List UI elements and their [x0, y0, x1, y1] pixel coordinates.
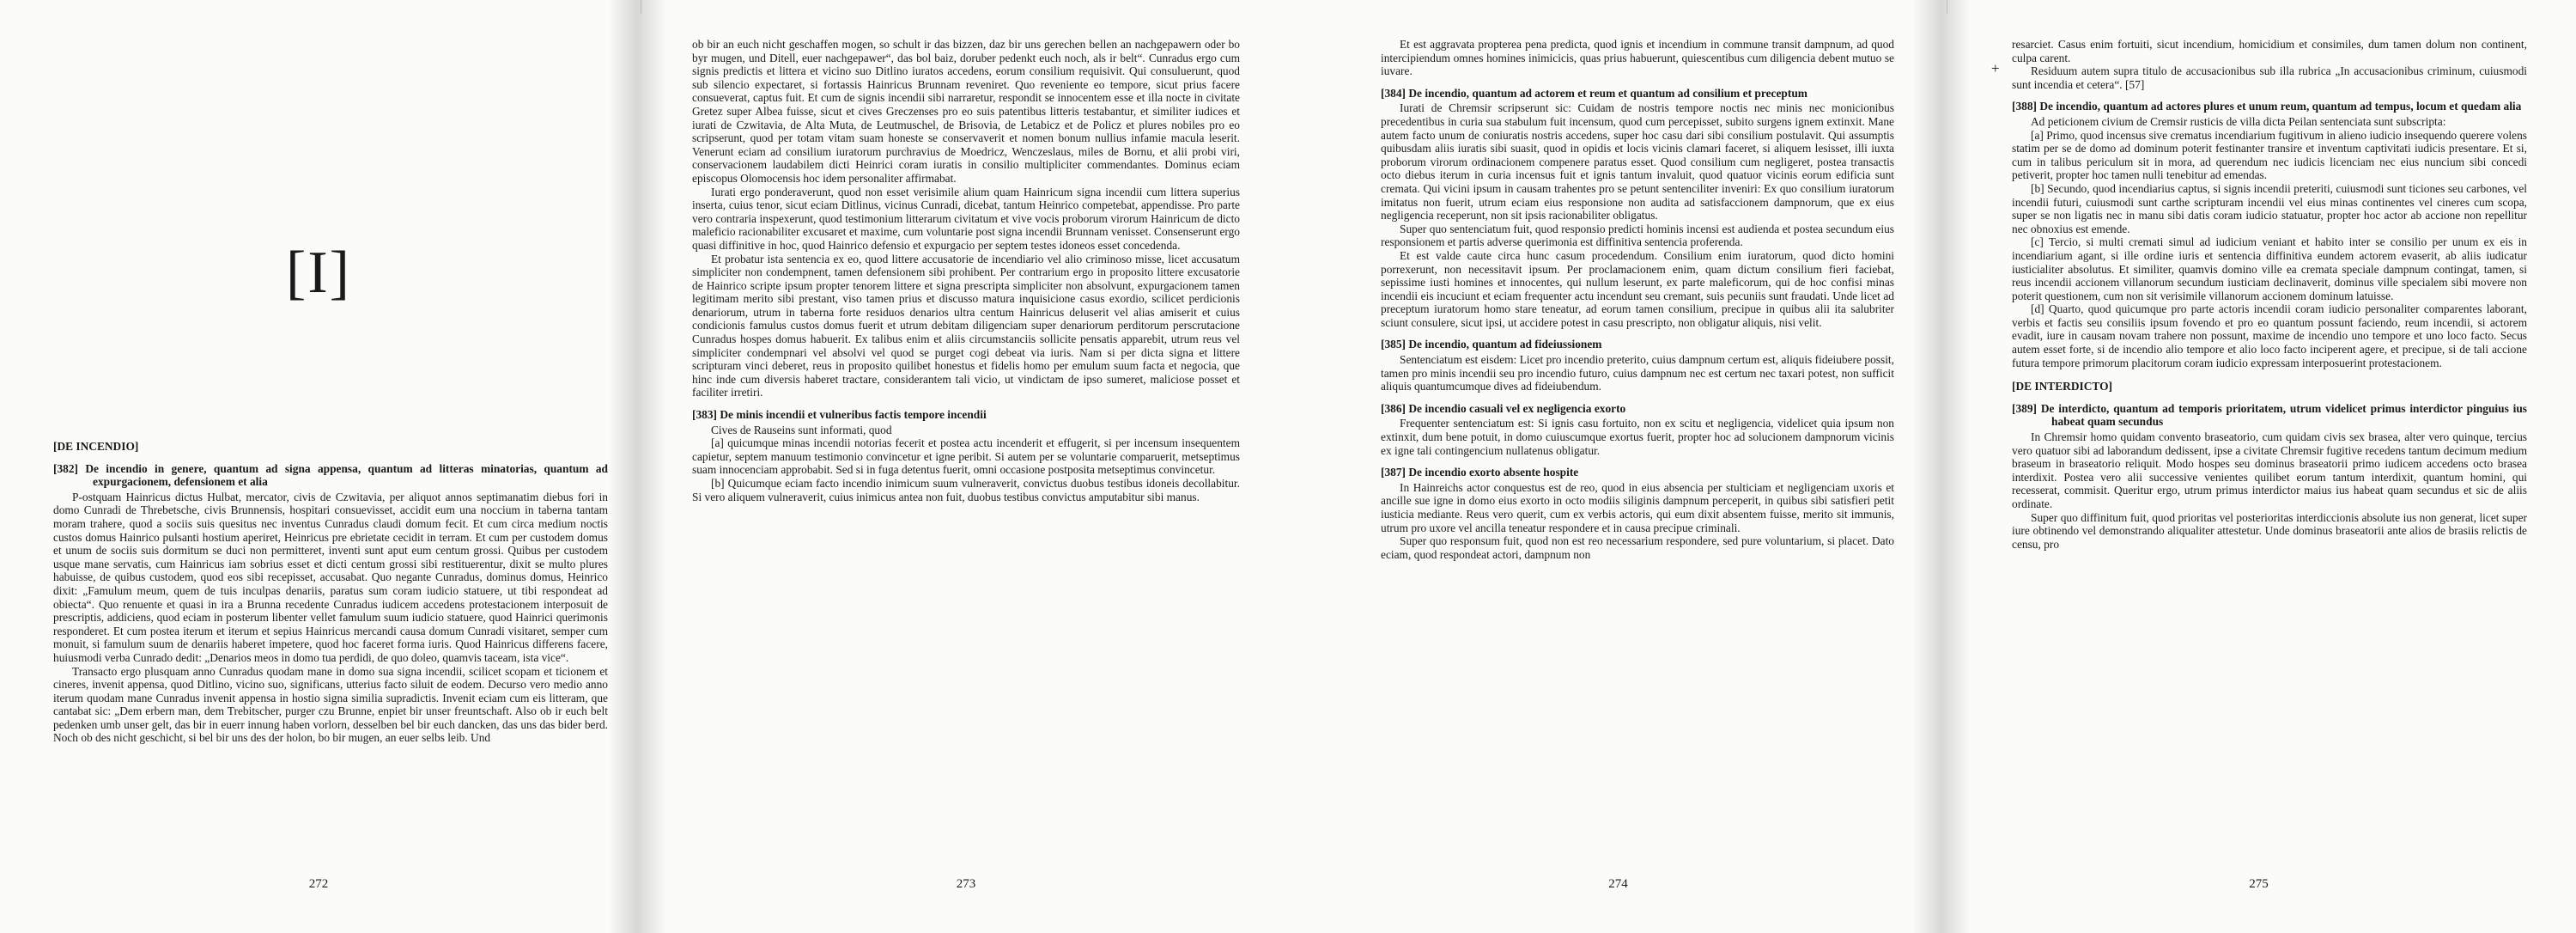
entry-heading: [388] De incendio, quantum ad actores plures et unum reum, quantum ad tempus, locum et quedam alia	[2012, 100, 2522, 113]
paragraph: In Chremsir homo quidam convento braseatorio, cum quidam civis sex brasea, alter vero quinque, tercius vero quatuor sibi ad laborandum dedissent, ipse a civitate Chremsir fugitive recedens tantum decimum medium braseum in braseatorio reliquit. Modo hospes seu dominus braseatorii primo iudicem accedens octo brasea interdixit. Postea vero alii successive venientes quilibet eorum tantum interdixit, quantum homini, qui recesserat, commisit. Queritur ergo, utrum primus interdictor maius ius habeat quam secundus et sic de aliis ordinate.	[2012, 430, 2527, 510]
page-number: 273	[956, 877, 976, 891]
page-275	[1941, 0, 2576, 933]
paragraph: Transacto ergo plusquam anno Cunradus quodam mane in domo sua signa incendii, scilicet scopam et ticionem et cineres, invenit appensa, quod Ditlino, vicino suo, significans, utterius facto siluit de eodem. Decurso vero medio anno iterum quodam mane Cunradus invenit appensa in hostio signa similia supradictis. Invenit eciam cum eis litteram, que cantabat sic: „Dem erbern man, dem Trebitscher, purger czu Brunne, enpiet bir unser freuntschaft. Also ob ir euch belt pedenken umb unser gelt, das bir in euerr innung haben vorlorn, desselben bel bir euch dancken, das uns das bider berd. Noch ob des nicht geschicht, si bel bir uns des der holon, bo bir mugen, an euer selbs leib. Und	[53, 664, 608, 745]
paragraph: Super quo responsum fuit, quod non est reo necessarium respondere, sed pure voluntarium, si placet. Dato eciam, quod respondeat actori, dampnum non	[1381, 534, 1894, 561]
page-number: 275	[2249, 877, 2269, 891]
paragraph: Sentenciatum est eisdem: Licet pro incendio preterito, cuius dampnum certum est, aliquis fideiubere possit, tamen pro minis incendii seu pro incendio futuro, cuius dampnum nec est certum nec taxari potest, non sufficit aliquis quantumcumque dives ad fideiubendum.	[1381, 353, 1894, 393]
margin-plus-mark: +	[1991, 60, 2000, 76]
page-text	[1381, 38, 1894, 561]
entry-heading: [389] De interdicto, quantum ad temporis prioritatem, utrum videlicet primus interdictor pinguius ius habeat quam secundus	[2012, 401, 2527, 429]
paragraph: Iurati ergo ponderaverunt, quod non esset verisimile alium quam Hainricum signa incendii cum littera superius inserta, cuius tenor, sicut eciam Ditlinus, vicinus Cunradi, dicebat, tantum Heinrico competebat, appendisse. Pro parte vero contraria inspexerunt, quod testimonium litterarum civitatum et vive vocis proborum virorum Hainricum de dicto maleficio racionabiliter excusaret et maxime, cum voluntarie post signa incendii Brunnam venisset. Consenserunt ergo quasi diffinitive in hoc, quod Hainrico defensio et expurgacio per septem testes idoneos esset concedenda.	[692, 185, 1240, 252]
gutter-shadow	[637, 0, 666, 933]
paragraph: Residuum autem supra titulo de accusacionibus sub illa rubrica „In accusacionibus criminum, cuiusmodi sunt incendia et cetera“. [57]	[2012, 64, 2527, 91]
paragraph: Et probatur ista sentencia ex eo, quod littere accusatorie de incendiario vel alio criminoso misse, licet accusatum simpliciter non condempnent, tamen defensionem sibi prohibent. Per contrarium ergo in proposito littere excusatorie de Hainrico scripte ipsum propter tenorem littere et signa prescripta simpliciter non absolvunt, expurgacionem tamen legitimam merito sibi prestant, viso tamen prius et discusso matura inquisicione casus exordio, scilicet perdicionis denariorum, utrum in taberna forte residuos denarios ultra centum Hainricus deluserit vel alias amiserit et cuius condicionis famulus custos domus fuerit et utrum debitam diligenciam super denariorum perditorum perscrutacione Cunradus hospes domus habuerit. Ex talibus enim et aliis circumstanciis sollicite pensatis apparebit, utrum reus vel simpliciter condempnari vel absolvi vel quod se purget cogi debeat via iuris. Nam si per dicta signa et littere scripturam vinci deberet, reus in proposito quilibet honestus et fidelis homo per emulum suum facta et negocia, que hinc inde cum diversis haberet tractare, considerantem tali vicio, ut vindictam de ipso sumeret, maliciose posset et faciliter irretiri.	[692, 252, 1240, 399]
entry-heading: [386] De incendio casuali vel ex negligencia exorto	[1381, 401, 1626, 415]
gutter-shadow	[1941, 0, 1971, 933]
paragraph: [d] Quarto, quod quicumque pro parte actoris incendii coram iudicio personaliter comparentes laborant, verbis et factis seu consiliis ipsum fovendo et pro eo quantum possunt faciendo, reum incendii, si actorem evadit, iure in causam novam trahere non possunt, maxime de incendio uno tempore et uno loco facto. Secus autem esset forte, si de incendio alio tempore et alio loco facto inciperent agere, et precipue, si de tali accione futura tempore primorum placitorum coram iudicio expressam interposuerint protestacionem.	[2012, 302, 2527, 369]
page-text	[2012, 38, 2527, 551]
paragraph: Ad peticionem civium de Cremsir rusticis de villa dicta Peilan sentenciata sunt subscripta:	[2031, 114, 2446, 128]
page-text	[692, 38, 1240, 503]
page-274	[1295, 0, 1941, 933]
page-text	[53, 430, 608, 745]
paragraph: ob bir an euch nicht geschaffen mogen, so schult ir das bizzen, daz bir uns gerechen bellen an nachgepawern oder bo byr mugen, und Ditell, euer nachgepawer“, das bol baiz, doruber pedenkt euch noch, als ir belt“. Cunradus ergo cum signis predictis et littera et vicino suo Ditlino iuratos accedens, eorum consilium requisivit. Qui consuluerunt, quod sub silencio expectaret, si fortassis Hainricus Brunnam reveniret. Quo reveniente eo tempore, sicut prius facere consueverat, captus fuit. Et cum de signis incendii sibi narraretur, respondit se innocentem esse et illa nocte in civitate Gretez super Albea fuisse, sicut et cives Greczenses pro eo suis patentibus litteris testabantur, et similiter iudices et iurati de Czwitavia, de Alta Muta, de Leutmuschel, de Brisovia, de Letabicz et de Policz et plures nobiles pro eo scripserunt, quod per totam vitam suam honeste se conservaverit et nomen bonum nullius infamie macula leserit. Venerunt eciam ad consilium iuratorum purchravius de Moedricz, Wenczeslaus, miles de Bornu, et alii probi viri, conservacionem laudabilem dicti Heinrici coram iuratis in consilio multipliciter commendantes. Dominus eciam episcopus Olomocensis hoc idem personaliter affirmabat.	[692, 38, 1240, 185]
paragraph: Super quo sentenciatum fuit, quod responsio predicti hominis incensi est audienda et postea secundum eius responsionem et partis adverse querimonia est diffinitiva sentencia proferenda.	[1381, 222, 1894, 249]
paragraph: P-ostquam Hainricus dictus Hulbat, mercator, civis de Czwitavia, per aliquot annos septimanatim diebus fori in domo Cunradi de Threbetsche, civis Brunnensis, hospitari consuevisset, accidit eum una noccium in taberna tantam moram trahere, quod a sociis suis quesitus nec inventus Cunradus claudi domum fecit. Et cum circa medium noctis custos domus Hainrico pulsanti hostium aperiret, Heinricus pre ebrietate cecidit in terram. Et cum per custodem domus et unum de sociis suis dormitum se duci non permitteret, inventi sunt aput eum centum grossi. Quibus per custodem usque mane servatis, cum Hainricus iam sobrius esset et dicti centum grossi sibi restituerentur, dixit se multo plures habuisse, de quibus custodem, quod eos sibi recepisset, accusabat. Quo negante Cunradus, dominus domus, Heinrico dixit: „Famulum meum, quem de tuis inculpas denariis, paratus sum coram iudicio statuere, ut tibi respondeat ad obiecta“. Quo renuente et quasi in ira a Brunna recedente Cunradus iudicem accedens protestacionem interposuit de prescriptis, addiciens, quod eciam in posterum libenter vellet famulum suum iudicio statuere, quod Hainrici querimonis responderet. Et cum postea iterum et iterum et sepius Hainricus mercandi causa domum Cunradi visitaret, semper cum monuit, si famulum suum de denariis haberet impetere, quod hoc faceret forma iuris. Quod Hainricus differens facere, huiusmodi verba Cunrado dedit: „Denarios meos in domo tua perdidi, de quo doleo, quamvis taceam, ista vice“.	[53, 490, 608, 664]
entry-heading: [382] De incendio in genere, quantum ad signa appensa, quantum ad litteras minatorias, quantum ad expurgacionem, defensionem et alia	[53, 461, 608, 489]
paragraph: Super quo diffinitum fuit, quod prioritas vel posterioritas interdiccionis absolute ius non generat, licet super iure obtinendo vel demonstrando aliqualiter attestetur. Unde dominus braseatorii ante alios de brasiis relictis de censu, pro	[2012, 510, 2527, 551]
paragraph: Iurati de Chremsir scripserunt sic: Cuidam de nostris tempore noctis nec minis nec monicionibus precedentibus in curia sua stabulum fuit incensum, quod cum percepisset, subito surgens ignem extinxit. Mane autem facto unum de coniuratis nostris accedens, super hoc casu dari sibi consilium postulavit. Qui assumptis quibusdam aliis iuratis sibi suasit, quod in opidis et locis vicinis clamari faceret, si aliquem lesisset, illi iuxta proborum virorum ordinacionem compenere paratus esset. Quod consilium cum negligeret, postea transactis octo diebus iterum in curia incensus fuit et ignis tantum invaluit, quod quatuor vicinis eorum edificia sunt cremata. Qui vicini ipsum in causam trahentes pro se petunt sentenciliter inveniri: Ex quo consilium iuratorum imitatus non fuerit, utrum eciam eius responsione non audita ad satisfaccionem dampnorum, que ex eius negligencia receperunt, non sit ipsis racionabiliter obligatus.	[1381, 101, 1894, 223]
paragraph: In Hainreichs actor conquestus est de reo, quod in eius absencia per stulticiam et negligenciam uxoris et ancille sue igne in domo eius exorto in octo modiis siliginis dampnum perceperit, in quibus sibi satisfieri petit iusticia mediante. Reus vero querit, cum ex verbis actoris, qui eum dixit absentem fuisse, merito sit immunis, utrum pro uxore vel ancilla teneatur respondere et in causa precipue criminali.	[1381, 480, 1894, 534]
gutter-shadow	[608, 0, 637, 933]
paragraph: Et est aggravata propterea pena predicta, quod ignis et incendium in commune transit dampnum, ad quod intercipiendum omnes homines inimicicis, quas prius habuerunt, quiescentibus cum diligencia debent mutuo se iuvare.	[1381, 38, 1894, 78]
paragraph: [a] quicumque minas incendii notorias fecerit et postea actu incenderit et effugerit, si per incensum insequentem capietur, septem manuum testimonio convincetur et igne peribit. Si autem per se voluntarie comparuerit, metseptimus suam innocenciam approbabit. Sed si in fuga detentus fuerit, omni occasione postposita metseptimus convincetur.	[692, 436, 1240, 477]
entry-heading: [387] De incendio exorto absente hospite	[1381, 466, 1579, 479]
page-272	[0, 0, 637, 933]
paragraph: [b] Quicumque eciam facto incendio inimicum suum vulneraverit, convictus duobus testibus idoneis decollabitur. Si vero aliquem vulneraverit, cuius inimicus antea non fuit, duobus testibus convictus amputabitur sibi manus.	[692, 477, 1240, 503]
paragraph: Cives de Rauseins sunt informati, quod	[711, 423, 892, 436]
entry-heading: [385] De incendio, quantum ad fideiussionem	[1381, 338, 1602, 351]
entry-heading: [383] De minis incendii et vulneribus factis tempore incendii	[692, 408, 987, 422]
paragraph: Frequenter sentenciatum est: Si ignis casu fortuito, non ex scitu et negligencia, videlicet quia ipsum non extinxit, dum bene potuit, in domo cuiuscumque exortus fuerit, propter hoc ad solucionem dampnorum vicinis ex igne tali contingencium nullatenus obligatur.	[1381, 417, 1894, 457]
page-number: 274	[1608, 877, 1628, 891]
gutter-shadow	[1912, 0, 1941, 933]
paragraph: Et est valde caute circa hunc casum procedendum. Consilium enim iuratorum, quod dicto homini porrexerunt, non necessitavit ipsum. Per proclamacionem enim, quam dictum consilium fieri faciebat, sepissime iusti homines et innocentes, qui nullum leserunt, ex parte maleficorum, qui de hoc confisi minas incendii eis incuciunt et eciam frequenter actu incendunt seu cremant, suis pecuniis sunt fraudati. Unde licet ad preceptum iuratorum homo stare teneatur, ad eorum tamen consilium, precipue in quibus alii ita salubriter sciunt consulere, sicut ipsi, ut accidere potest in casu prescripto, non obligatur aliquis, nisi velit.	[1381, 248, 1894, 329]
paragraph: [a] Primo, quod incensus sive crematus incendiarium fugitivum in alieno iudicio insequendo querere volens statim per se de domo ad dominum poterit festinanter transire et inventum captivitati iudicis presentare. Et si, cum in talibus periculum sit in mora, ad querendum nec iudicis licenciam nec eius nuncium sibi concedi petiverit, propter hoc tamen nulli tenebitur ad emendas.	[2012, 128, 2527, 182]
paragraph: resarciet. Casus enim fortuiti, sicut incendium, homicidium et consimiles, dum tamen dolum non continent, culpa carent.	[2012, 38, 2527, 64]
page-273	[637, 0, 1295, 933]
entry-heading: [384] De incendio, quantum ad actorem et reum et quantum ad consilium et preceptum	[1381, 86, 1807, 100]
paragraph: [b] Secundo, quod incendiarius captus, si signis incendii preteriti, cuiusmodi sunt ticiones seu carbones, vel incendii futuri, cuiusmodi sunt carthe scripturam incendii vel eius minas continentes vel cineres cum scopa, super se non ligatis nec in manu sibi datis coram iudicio statuatur, propter hoc actor ab accione non repellitur nec obnoxius est emende.	[2012, 181, 2527, 235]
chapter-mark: [I]	[286, 240, 351, 306]
page-number: 272	[308, 877, 329, 891]
section-title: [DE INTERDICTO]	[2012, 380, 2112, 393]
section-title: [DE INCENDIO]	[53, 440, 139, 453]
paragraph: [c] Tercio, si multi cremati simul ad iudicium veniant et habito inter se consilio per unum ex eis in incendiarium agant, si ille ordine iuris et sentencia diffinitiva eundem actorem evaserit, ab aliis iudicatur iusticialiter absolutus. Et similiter, quamvis domino ville ea cremata speciale dampnum contingat, tamen, si reus incendii accionem villanorum secundum iusticiam declinaverit, dominus ville specialem sibi movere non poterit questionem, cum non sit verisimile villanorum accionem dominum latuisse.	[2012, 235, 2527, 302]
